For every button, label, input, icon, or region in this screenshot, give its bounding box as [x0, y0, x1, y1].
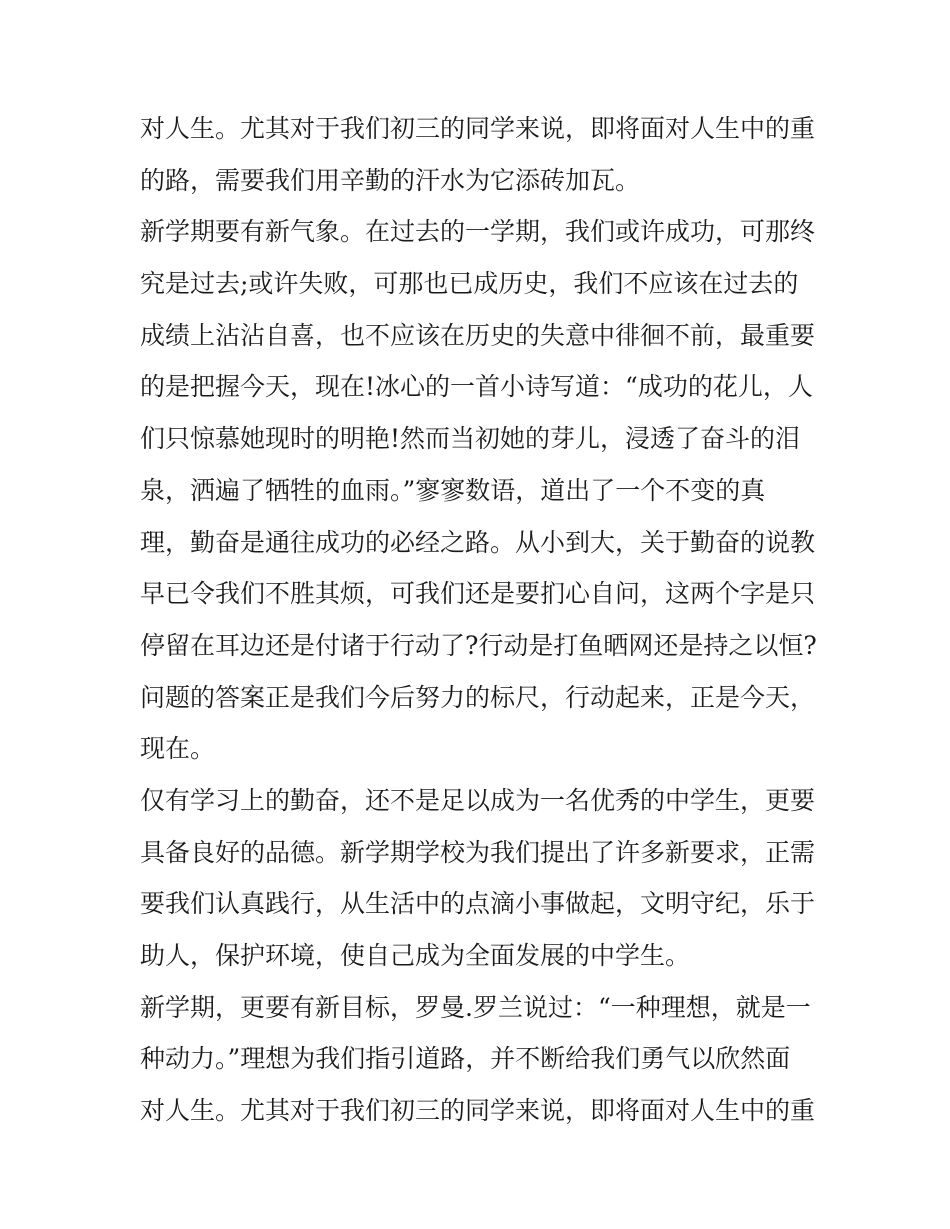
- text-line: 新学期要有新气象。在过去的一学期，我们或许成功，可那终: [140, 217, 816, 247]
- text-line: 停留在耳边还是付诸于行动了?行动是打鱼晒网还是持之以恒?: [140, 630, 817, 660]
- text-line: 们只惊慕她现时的明艳!然而当初她的芽儿，浸透了奋斗的泪: [140, 424, 801, 454]
- text-line: 泉，洒遍了牺牲的血雨。”寥寥数语，道出了一个不变的真: [140, 475, 766, 505]
- text-line: 早已令我们不胜其烦，可我们还是要扪心自问，这两个字是只: [140, 579, 816, 609]
- text-line: 理，勤奋是通往成功的必经之路。从小到大，关于勤奋的说教: [140, 527, 816, 557]
- text-line: 问题的答案正是我们今后努力的标尺，行动起来，正是今天，: [140, 682, 816, 712]
- text-line: 究是过去;或许失败，可那也已成历史，我们不应该在过去的: [140, 269, 799, 299]
- text-line: 的路，需要我们用辛勤的汗水为它添砖加瓦。: [140, 165, 641, 195]
- document-page: [140, 103, 820, 1137]
- text-line: 仅有学习上的勤奋，还不是足以成为一名优秀的中学生，更要: [140, 785, 816, 815]
- text-line: 要我们认真践行，从生活中的点滴小事做起，文明守纪，乐于: [140, 889, 816, 919]
- text-line: 种动力。”理想为我们指引道路，并不断给我们勇气以欣然面: [140, 1044, 791, 1074]
- text-line: 对人生。尤其对于我们初三的同学来说，即将面对人生中的重: [140, 114, 816, 143]
- text-line: 新学期，更要有新目标，罗曼.罗兰说过：“一种理想，就是一: [140, 992, 811, 1022]
- text-line: 的是把握今天，现在!冰心的一首小诗写道：“成功的花儿，人: [140, 372, 813, 402]
- text-line: 对人生。尤其对于我们初三的同学来说，即将面对人生中的重: [140, 1096, 816, 1126]
- text-line: 具备良好的品德。新学期学校为我们提出了许多新要求，正需: [140, 837, 816, 867]
- text-line: 成绩上沾沾自喜，也不应该在历史的失意中徘徊不前，最重要: [140, 320, 816, 350]
- text-line: 助人，保护环境，使自己成为全面发展的中学生。: [140, 941, 691, 970]
- text-line: 现在。: [140, 734, 216, 764]
